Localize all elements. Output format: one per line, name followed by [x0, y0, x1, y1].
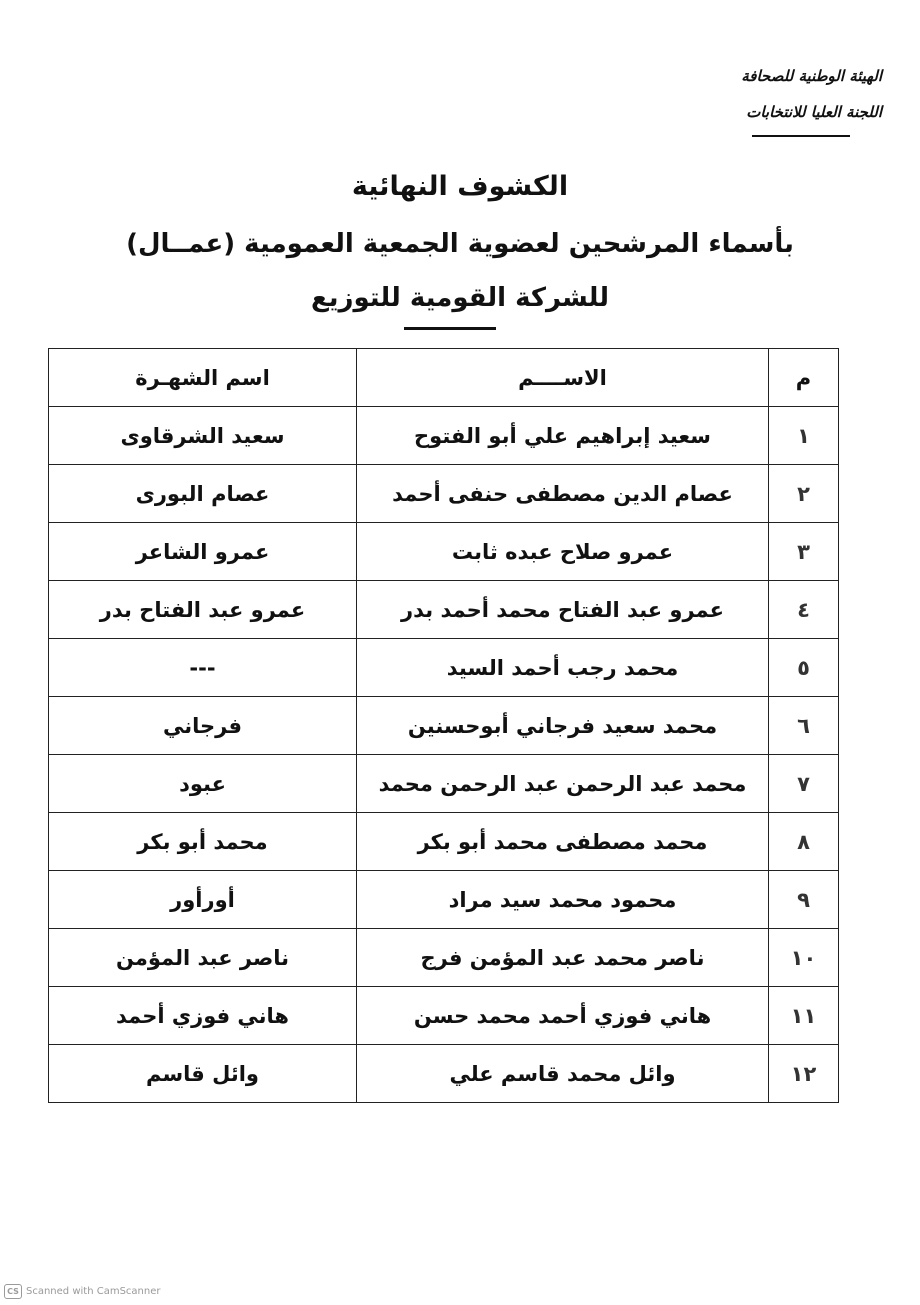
candidate-name: هاني فوزي أحمد محمد حسن	[357, 987, 769, 1045]
table-row	[49, 407, 839, 465]
table-row	[49, 697, 839, 755]
candidate-nickname: فرجاني	[49, 697, 357, 755]
camscanner-logo-icon: CS	[4, 1284, 22, 1299]
candidate-nickname: عبود	[49, 755, 357, 813]
scanner-watermark	[4, 1284, 161, 1299]
document-title: الكشوف النهائية	[351, 171, 569, 202]
table-row	[49, 987, 839, 1045]
candidate-nickname: أورأور	[49, 871, 357, 929]
table-row	[49, 1045, 839, 1103]
row-number: ٩	[769, 871, 839, 929]
row-number: ١	[769, 407, 839, 465]
candidate-nickname: عصام البورى	[49, 465, 357, 523]
table-row	[49, 639, 839, 697]
candidate-name: محمد عبد الرحمن عبد الرحمن محمد	[357, 755, 769, 813]
table-header-row	[49, 349, 839, 407]
table-row	[49, 871, 839, 929]
candidate-nickname: عمرو عبد الفتاح بدر	[49, 581, 357, 639]
row-number: ١٠	[769, 929, 839, 987]
row-number: ٦	[769, 697, 839, 755]
table-row	[49, 929, 839, 987]
table-row	[49, 581, 839, 639]
row-number: ٥	[769, 639, 839, 697]
candidate-nickname: ---	[49, 639, 357, 697]
scanner-watermark-text: Scanned with CamScanner	[26, 1286, 161, 1297]
table-row	[49, 755, 839, 813]
table-row	[49, 523, 839, 581]
candidate-name: عمرو صلاح عبده ثابت	[357, 523, 769, 581]
org-line-1: الهيئة الوطنية للصحافة	[741, 67, 882, 85]
row-number: ٤	[769, 581, 839, 639]
table-row	[49, 813, 839, 871]
candidate-nickname: هاني فوزي أحمد	[49, 987, 357, 1045]
candidate-name: عمرو عبد الفتاح محمد أحمد بدر	[357, 581, 769, 639]
row-number: ٢	[769, 465, 839, 523]
candidate-nickname: سعيد الشرقاوى	[49, 407, 357, 465]
document-subtitle-2: للشركة القومية للتوزيع	[311, 283, 609, 313]
header-nickname: اسم الشهـرة	[49, 349, 357, 407]
row-number: ٧	[769, 755, 839, 813]
candidate-nickname: عمرو الشاعر	[49, 523, 357, 581]
candidate-nickname: ناصر عبد المؤمن	[49, 929, 357, 987]
candidate-name: محمد رجب أحمد السيد	[357, 639, 769, 697]
document-subtitle-1: بأسماء المرشحين لعضوية الجمعية العمومية (عمــال)	[126, 229, 794, 259]
document-titles	[0, 165, 920, 325]
candidates-table	[48, 348, 839, 1103]
header-num: م	[769, 349, 839, 407]
row-number: ٨	[769, 813, 839, 871]
table-row	[49, 465, 839, 523]
candidate-name: سعيد إبراهيم علي أبو الفتوح	[357, 407, 769, 465]
candidate-nickname: وائل قاسم	[49, 1045, 357, 1103]
candidate-name: محمود محمد سيد مراد	[357, 871, 769, 929]
title-underline	[404, 327, 496, 330]
row-number: ١١	[769, 987, 839, 1045]
candidate-name: محمد سعيد فرجاني أبوحسنين	[357, 697, 769, 755]
organization-header	[662, 58, 882, 130]
header-name: الاســــم	[357, 349, 769, 407]
candidate-name: عصام الدين مصطفى حنفى أحمد	[357, 465, 769, 523]
row-number: ٣	[769, 523, 839, 581]
candidate-name: ناصر محمد عبد المؤمن فرج	[357, 929, 769, 987]
header-divider	[752, 135, 850, 137]
candidate-name: محمد مصطفى محمد أبو بكر	[357, 813, 769, 871]
org-line-2: اللجنة العليا للانتخابات	[746, 103, 882, 121]
row-number: ١٢	[769, 1045, 839, 1103]
candidate-name: وائل محمد قاسم علي	[357, 1045, 769, 1103]
candidate-nickname: محمد أبو بكر	[49, 813, 357, 871]
